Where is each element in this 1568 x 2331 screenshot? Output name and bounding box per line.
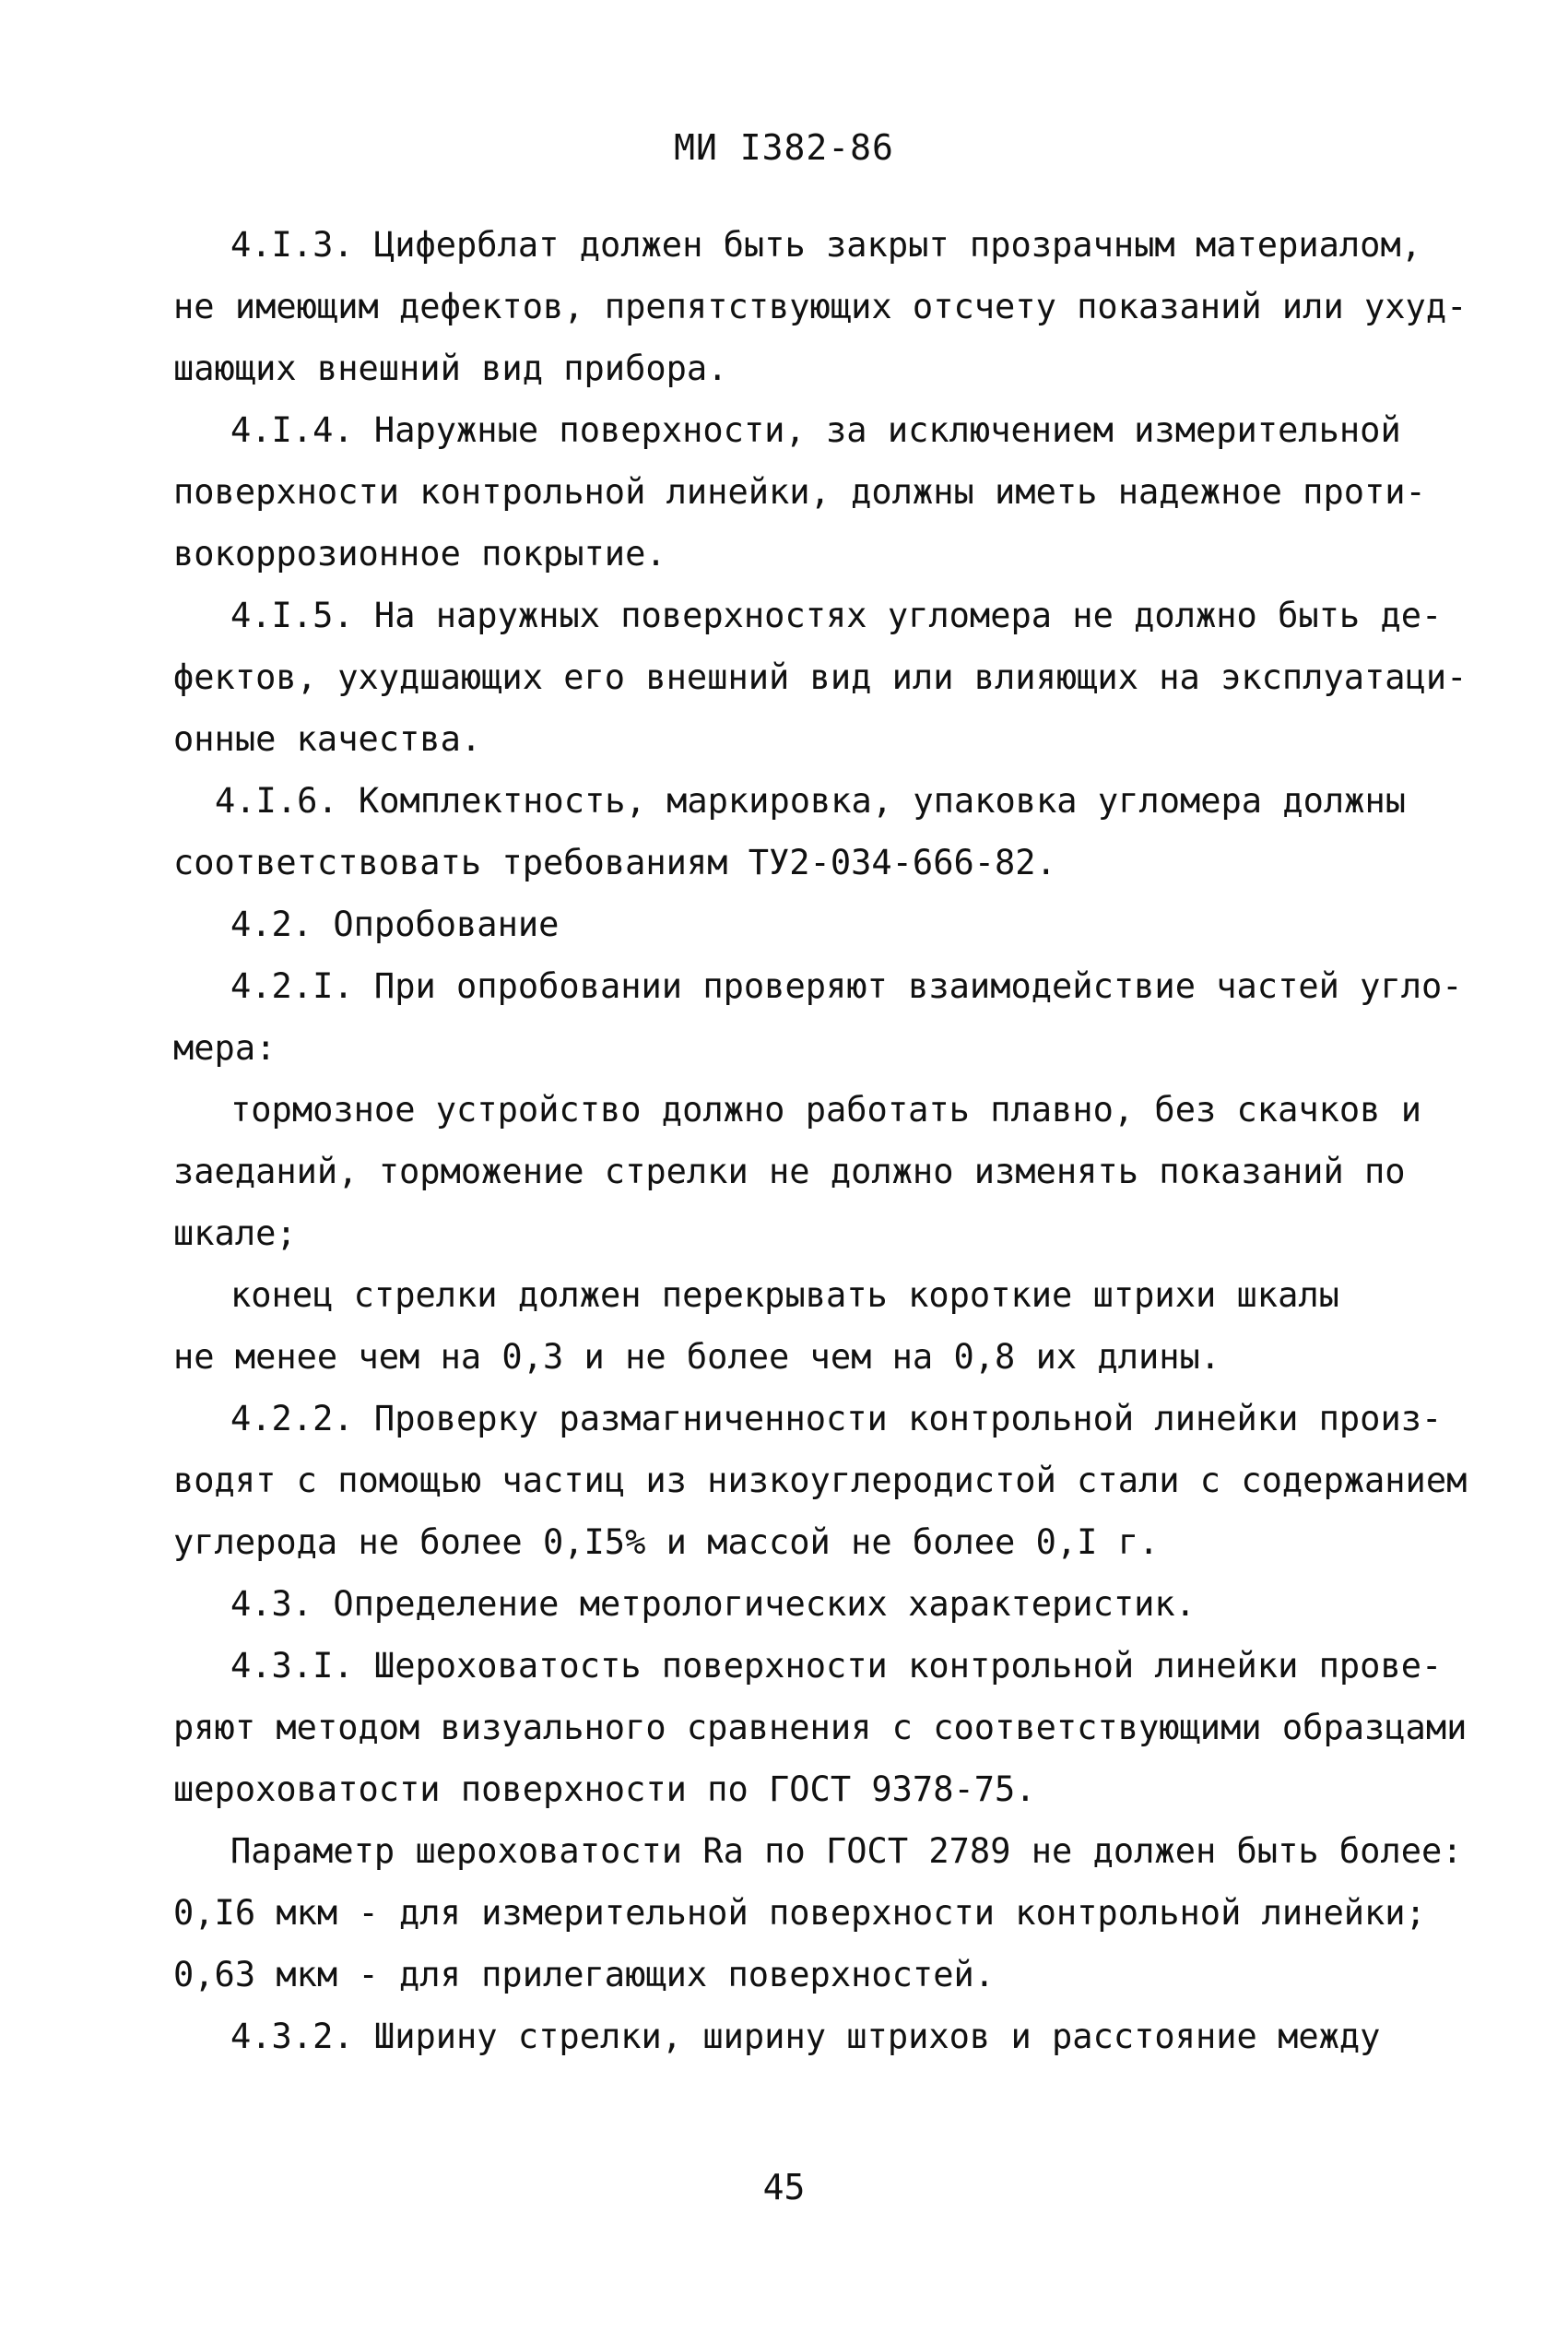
text-line: 4.I.6. Комплектность, маркировка, упаковка угломера должны (215, 781, 1407, 821)
section-heading: 4.3. Определение метрологических характеристик. (230, 1584, 1196, 1624)
text-line: 0,I6 мкм - для измерительной поверхности контрольной линейки; (173, 1893, 1426, 1933)
page-number: 45 (762, 2167, 806, 2207)
text-line: 4.I.4. Наружные поверхности, за исключением измерительной (230, 410, 1401, 450)
document-code-header: МИ I382-86 (674, 127, 894, 168)
text-line: заеданий, торможение стрелки не должно изменять показаний по (173, 1152, 1406, 1191)
document-body (173, 214, 1468, 2067)
text-line: онные качества. (173, 719, 482, 759)
text-line: 4.3.2. Ширину стрелки, ширину штрихов и расстояние между (230, 2017, 1381, 2056)
text-line: шероховатости поверхности по ГОСТ 9378-75. (173, 1769, 1036, 1809)
text-line: 4.3.I. Шероховатость поверхности контрольной линейки прове- (230, 1646, 1443, 1686)
text-line: шающих внешний вид прибора. (173, 349, 728, 388)
text-line: 4.I.5. На наружных поверхностях угломера не должно быть де- (230, 596, 1443, 635)
text-line: конец стрелки должен перекрывать короткие штрихи шкалы (230, 1275, 1339, 1315)
text-line: Параметр шероховатости Ra по ГОСТ 2789 не должен быть более: (230, 1831, 1463, 1871)
text-line: 4.2.I. При опробовании проверяют взаимодействие частей угло- (230, 966, 1463, 1006)
text-line: фектов, ухудшающих его внешний вид или влияющих на эксплуатаци- (173, 657, 1468, 697)
text-line: соответствовать требованиям ТУ2-034-666-82. (173, 843, 1056, 882)
text-line: не менее чем на 0,3 и не более чем на 0,8 их длины. (173, 1337, 1221, 1377)
text-line: вокоррозионное покрытие. (173, 534, 666, 574)
text-line: 4.I.3. Циферблат должен быть закрыт прозрачным материалом, (230, 225, 1422, 265)
text-line: мера: (173, 1028, 277, 1068)
section-heading: 4.2. Опробование (230, 905, 560, 944)
text-line: поверхности контрольной линейки, должны иметь надежное проти- (173, 472, 1426, 512)
text-line: тормозное устройство должно работать плавно, без скачков и (230, 1090, 1422, 1130)
text-line: шкале; (173, 1213, 297, 1253)
text-line: не имеющим дефектов, препятствующих отсчету показаний или ухуд- (173, 287, 1468, 326)
text-line: 4.2.2. Проверку размагниченности контрольной линейки произ- (230, 1399, 1443, 1438)
text-line: 0,63 мкм - для прилегающих поверхностей. (173, 1955, 996, 1994)
text-line: углерода не более 0,I5% и массой не более 0,I г. (173, 1522, 1160, 1562)
text-line: водят с помощью частиц из низкоуглеродистой стали с содержанием (173, 1461, 1468, 1500)
text-line: ряют методом визуального сравнения с соответствующими образцами (173, 1708, 1468, 1747)
